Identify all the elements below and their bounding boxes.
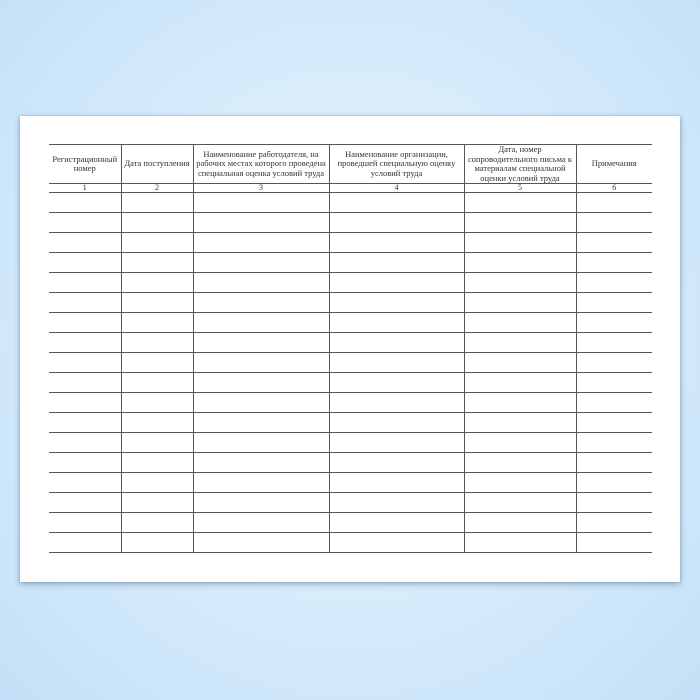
table-row — [49, 533, 652, 553]
table-cell — [329, 193, 464, 213]
column-number: 4 — [329, 184, 464, 193]
column-header-cover-letter: Дата, номер сопроводительного письма к материалам специальной оценки условий труда — [464, 145, 576, 184]
table-cell — [576, 433, 652, 453]
table-cell — [464, 473, 576, 493]
table-cell — [464, 513, 576, 533]
table-cell — [121, 333, 193, 353]
table-cell — [464, 413, 576, 433]
table-row — [49, 193, 652, 213]
table-cell — [329, 493, 464, 513]
column-number: 3 — [193, 184, 329, 193]
column-number: 5 — [464, 184, 576, 193]
table-cell — [464, 393, 576, 413]
column-number-row — [49, 184, 652, 193]
table-cell — [329, 393, 464, 413]
table-row — [49, 473, 652, 493]
table-cell — [49, 233, 121, 253]
table-cell — [193, 493, 329, 513]
table-cell — [464, 313, 576, 333]
table-cell — [49, 333, 121, 353]
table-cell — [49, 273, 121, 293]
table-cell — [121, 353, 193, 373]
table-cell — [329, 513, 464, 533]
table-cell — [464, 373, 576, 393]
table-cell — [193, 373, 329, 393]
table-cell — [193, 253, 329, 273]
table-cell — [329, 473, 464, 493]
table-cell — [121, 493, 193, 513]
table-cell — [193, 193, 329, 213]
table-cell — [193, 473, 329, 493]
table-cell — [193, 293, 329, 313]
table-cell — [49, 193, 121, 213]
column-header-employer-name: Наименование работодателя, на рабочих местах которого проведена специальная оценка условий труда — [193, 145, 329, 184]
table-cell — [49, 473, 121, 493]
table-cell — [193, 353, 329, 373]
table-cell — [49, 453, 121, 473]
table-cell — [49, 353, 121, 373]
table-row — [49, 393, 652, 413]
table-cell — [464, 293, 576, 313]
table-cell — [576, 353, 652, 373]
table-row — [49, 253, 652, 273]
table-cell — [576, 373, 652, 393]
table-cell — [464, 493, 576, 513]
table-cell — [49, 533, 121, 553]
table-cell — [121, 533, 193, 553]
table-cell — [576, 473, 652, 493]
table-cell — [193, 433, 329, 453]
table-cell — [49, 293, 121, 313]
table-cell — [576, 333, 652, 353]
table-cell — [49, 433, 121, 453]
table-cell — [464, 533, 576, 553]
table-cell — [576, 413, 652, 433]
table-cell — [121, 213, 193, 233]
table-row — [49, 513, 652, 533]
table-cell — [464, 433, 576, 453]
table-cell — [464, 333, 576, 353]
table-cell — [464, 213, 576, 233]
table-cell — [464, 233, 576, 253]
column-header-notes: Примечания — [576, 145, 652, 184]
table-row — [49, 273, 652, 293]
table-cell — [193, 393, 329, 413]
table-cell — [576, 533, 652, 553]
table-cell — [121, 433, 193, 453]
table-row — [49, 413, 652, 433]
column-number: 1 — [49, 184, 121, 193]
table-cell — [464, 193, 576, 213]
table-row — [49, 333, 652, 353]
table-cell — [121, 393, 193, 413]
table-cell — [193, 273, 329, 293]
table-cell — [329, 413, 464, 433]
table-cell — [576, 393, 652, 413]
table-cell — [193, 453, 329, 473]
table-cell — [121, 233, 193, 253]
column-header-registration-number: Регистрационный номер — [49, 145, 121, 184]
table-cell — [121, 193, 193, 213]
table-body — [49, 193, 652, 553]
table-header-row — [49, 145, 652, 184]
table-cell — [121, 313, 193, 333]
table-cell — [193, 413, 329, 433]
table-cell — [193, 513, 329, 533]
table-row — [49, 373, 652, 393]
column-number: 2 — [121, 184, 193, 193]
table-cell — [329, 293, 464, 313]
table-cell — [49, 413, 121, 433]
table-row — [49, 313, 652, 333]
table-cell — [329, 453, 464, 473]
table-cell — [329, 373, 464, 393]
table-cell — [329, 213, 464, 233]
table-cell — [576, 493, 652, 513]
table-cell — [49, 313, 121, 333]
table-cell — [121, 293, 193, 313]
table-cell — [329, 433, 464, 453]
table-cell — [464, 253, 576, 273]
table-cell — [193, 313, 329, 333]
table-cell — [464, 453, 576, 473]
table-row — [49, 353, 652, 373]
table-cell — [329, 253, 464, 273]
column-number: 6 — [576, 184, 652, 193]
table-row — [49, 453, 652, 473]
table-cell — [464, 353, 576, 373]
table-cell — [193, 533, 329, 553]
table-cell — [49, 393, 121, 413]
table-cell — [121, 473, 193, 493]
table-cell — [576, 233, 652, 253]
table-cell — [576, 213, 652, 233]
table-cell — [329, 273, 464, 293]
table-cell — [121, 453, 193, 473]
table-cell — [49, 253, 121, 273]
table-cell — [49, 213, 121, 233]
table-row — [49, 233, 652, 253]
table-row — [49, 213, 652, 233]
table-cell — [576, 313, 652, 333]
table-cell — [193, 333, 329, 353]
table-cell — [576, 293, 652, 313]
column-header-organization-name: Наименование организации, проведшей специальную оценку условий труда — [329, 145, 464, 184]
table-cell — [329, 333, 464, 353]
registration-table — [49, 144, 652, 553]
table-cell — [329, 533, 464, 553]
table-cell — [329, 353, 464, 373]
table-cell — [576, 453, 652, 473]
table-cell — [576, 253, 652, 273]
table-cell — [121, 273, 193, 293]
table-row — [49, 293, 652, 313]
table-cell — [576, 273, 652, 293]
table-cell — [329, 233, 464, 253]
table-row — [49, 493, 652, 513]
table-cell — [193, 233, 329, 253]
table-row — [49, 433, 652, 453]
table-cell — [121, 253, 193, 273]
table-cell — [121, 373, 193, 393]
table-cell — [49, 513, 121, 533]
table-cell — [464, 273, 576, 293]
table-cell — [193, 213, 329, 233]
journal-sheet — [20, 116, 680, 582]
table-cell — [576, 193, 652, 213]
table-cell — [576, 513, 652, 533]
column-header-receipt-date: Дата поступления — [121, 145, 193, 184]
table-cell — [329, 313, 464, 333]
table-cell — [49, 493, 121, 513]
table-cell — [49, 373, 121, 393]
table-cell — [121, 413, 193, 433]
table-cell — [121, 513, 193, 533]
